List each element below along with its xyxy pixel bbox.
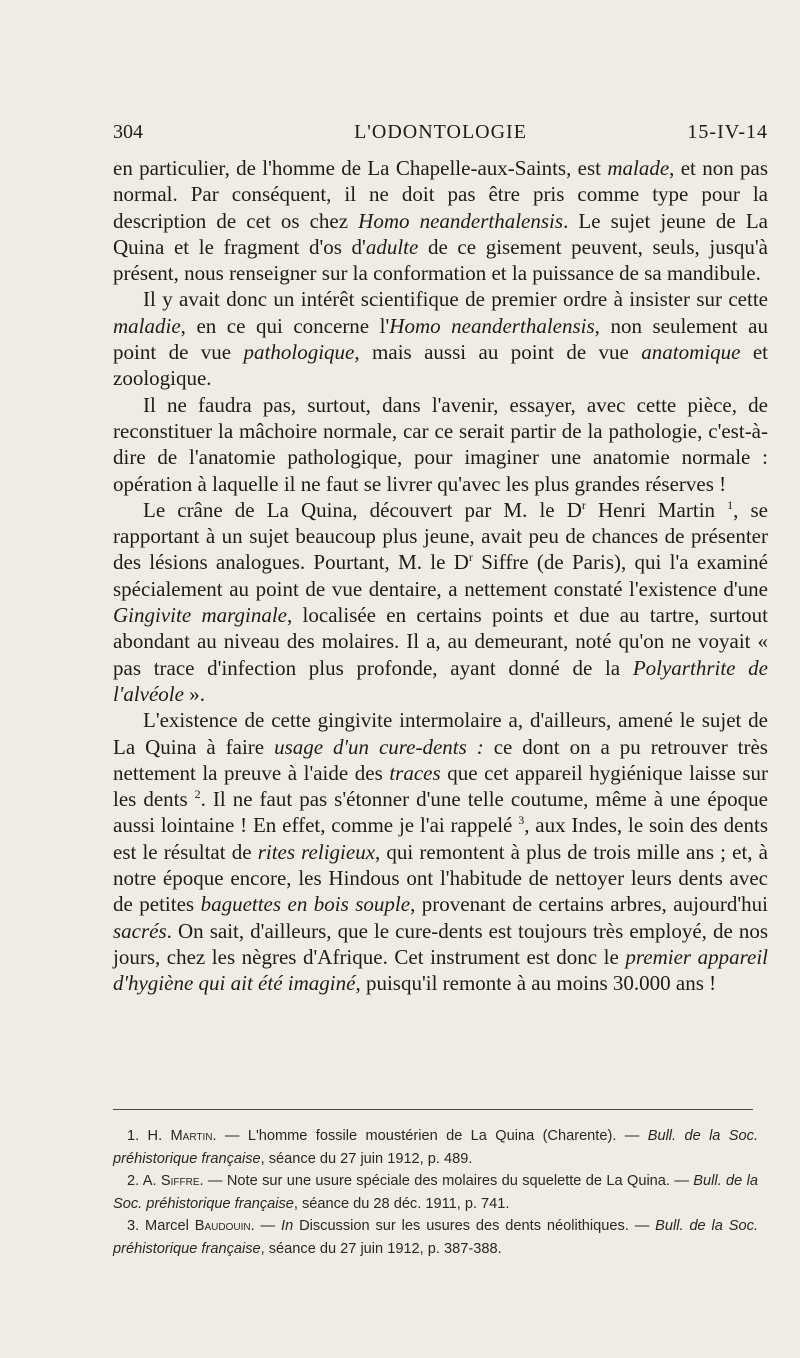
text-run: , séance du 27 juin 1912, p. 489. [260,1150,473,1167]
footnote-2 [113,1170,758,1215]
text-run: ». [183,681,205,706]
text-run: ce dont on a pu retrouver très nettement la preuve à l'aide des [113,734,768,785]
footnotes [113,1125,758,1260]
text-run: Discussion sur les usures des dents néolithiques. — [293,1218,656,1234]
text-run: Il y avait donc un intérêt scientifique de premier ordre à insister sur cette [143,287,768,312]
italic-run: sacrés [113,918,167,943]
italic-run: Bull. de la Soc. préhistorique française [113,1128,758,1167]
italic-run: malade [607,156,670,180]
italic-run: adulte [365,234,419,259]
text-run: en particulier, de l'homme de La Chapelle-aux-Saints, est [113,156,608,180]
text-run: , non seulement au point de vue [113,313,768,365]
footnote-1 [113,1125,758,1170]
text-run: , qui remontent à plus de trois mille ans ; et, à notre époque encore, les Hindous ont l'habitude de nettoyer leurs dents avec de petites [113,839,768,917]
text-run: 2. A. [127,1173,161,1189]
paragraph-2 [113,286,768,391]
italic-run: anatomique [641,340,741,365]
text-run: , aux Indes, le soin des dents est le résultat de [113,813,768,864]
running-title: L'ODONTOLOGIE [354,121,527,143]
paragraph-5 [113,707,768,996]
paragraph-1 [113,155,768,286]
footnote-3 [113,1215,758,1260]
italic-run: In [281,1218,294,1234]
text-run: . Il ne faut pas s'étonner d'une telle coutume, même à une époque aussi lointaine ! En effet, comme je l'ai rappelé [113,787,768,838]
footnote-ref-3: 3 [518,813,525,828]
italic-run: Homo neanderthalensis [389,313,595,338]
text-run: L'existence de cette gingivite intermolaire a, d'ailleurs, amené le sujet de La Quina à faire [113,708,768,759]
text-run: de ce gisement peuvent, seuls, jusqu'à présent, nous renseigner sur la conformation et la puissance de sa mandibule. [113,234,769,286]
text-run: Le crâne de La Quina, découvert par M. le D [143,497,582,522]
text-run: , séance du 28 déc. 1911, p. 741. [293,1195,510,1212]
page-number: 304 [113,121,143,143]
italic-run: premier appareil d'hygiène qui ait été imaginé [113,944,769,996]
author-name: Martin [170,1128,213,1144]
text-run: , provenant de certains arbres, aujourd'hui [410,892,769,917]
text-run: , mais aussi au point de vue [354,340,642,365]
italic-run: Homo neanderthalensis [358,208,564,233]
text-run: . — Note sur une usure spéciale des molaires du squelette de La Quina. — [199,1173,694,1189]
italic-run: Bull. de la Soc. préhistorique française [113,1173,759,1212]
superscript: r [468,550,473,565]
main-text [113,155,768,997]
text-run: , en ce qui concerne l' [180,313,390,338]
italic-run: Polyarthrite de l'alvéole [113,655,768,706]
author-name: Baudouin [194,1218,251,1234]
text-run: , séance du 27 juin 1912, p. 387-388. [260,1240,502,1257]
italic-run: traces [389,760,441,785]
paragraph-3: Il ne faudra pas, surtout, dans l'avenir, essayer, avec cette pièce, de reconstituer la mâchoire normale, car ce serait partir de la pathologie, c'est-à-dire de l'anatomie pathologique, pour imaginer une anatomie normale : opération à laquelle il ne faut se livrer qu'avec les plus grandes réserves ! [113,392,768,496]
text-run: . On sait, d'ailleurs, que le cure-dents est toujours très employé, de nos jours, chez les nègres d'Afrique. Cet instrument est donc le [113,918,768,969]
paragraph-4 [113,497,768,707]
italic-run: pathologique [243,340,355,365]
footnote-ref-1: 1 [727,497,734,512]
author-name: Siffre [160,1173,200,1189]
text-run: 1. H. [127,1128,171,1144]
text-run: . Le sujet jeune de La Quina et le fragment d'os d' [113,208,768,259]
text-run: , et non pas normal. Par conséquent, il ne doit pas être pris comme type pour la description de cet os chez [113,156,769,233]
footnote-divider [113,1109,753,1110]
text-run: , localisée en certains points et due au tartre, surtout abondant au niveau des molaires. Il a, au demeurant, noté qu'on ne voyait « pas trace d'infection plus profonde, ayant donné de la [113,603,768,680]
italic-run: maladie [113,313,181,338]
text-run: 3. Marcel [127,1218,195,1234]
superscript: r [581,497,586,512]
text-run: , puisqu'il remonte à au moins 30.000 ans ! [355,971,717,996]
text-run: et zoologique. [113,340,769,391]
italic-run: rites religieux [257,839,376,864]
text-run: . — L'homme fossile moustérien de La Quina (Charente). — [212,1128,648,1144]
italic-run: baguettes en bois souple [200,892,411,917]
text-run: Henri Martin [585,497,728,522]
text-run: . — [250,1218,282,1234]
italic-run: usage d'un cure-dents : [274,734,484,759]
italic-run: Bull. de la Soc. préhistorique française [113,1218,758,1257]
text-run: , se rapportant à un sujet beaucoup plus jeune, avait peu de chances de présenter des lésions analogues. Pourtant, M. le D [113,497,768,575]
text-run: Siffre (de Paris), qui l'a examiné spécialement au point de vue dentaire, a nettement constaté l'existence d'une [113,550,768,601]
text-run: que cet appareil hygiénique laisse sur les dents [113,760,768,812]
italic-run: Gingivite marginale [113,603,287,628]
issue-date: 15-IV-14 [687,121,768,143]
footnote-ref-2: 2 [194,787,201,802]
